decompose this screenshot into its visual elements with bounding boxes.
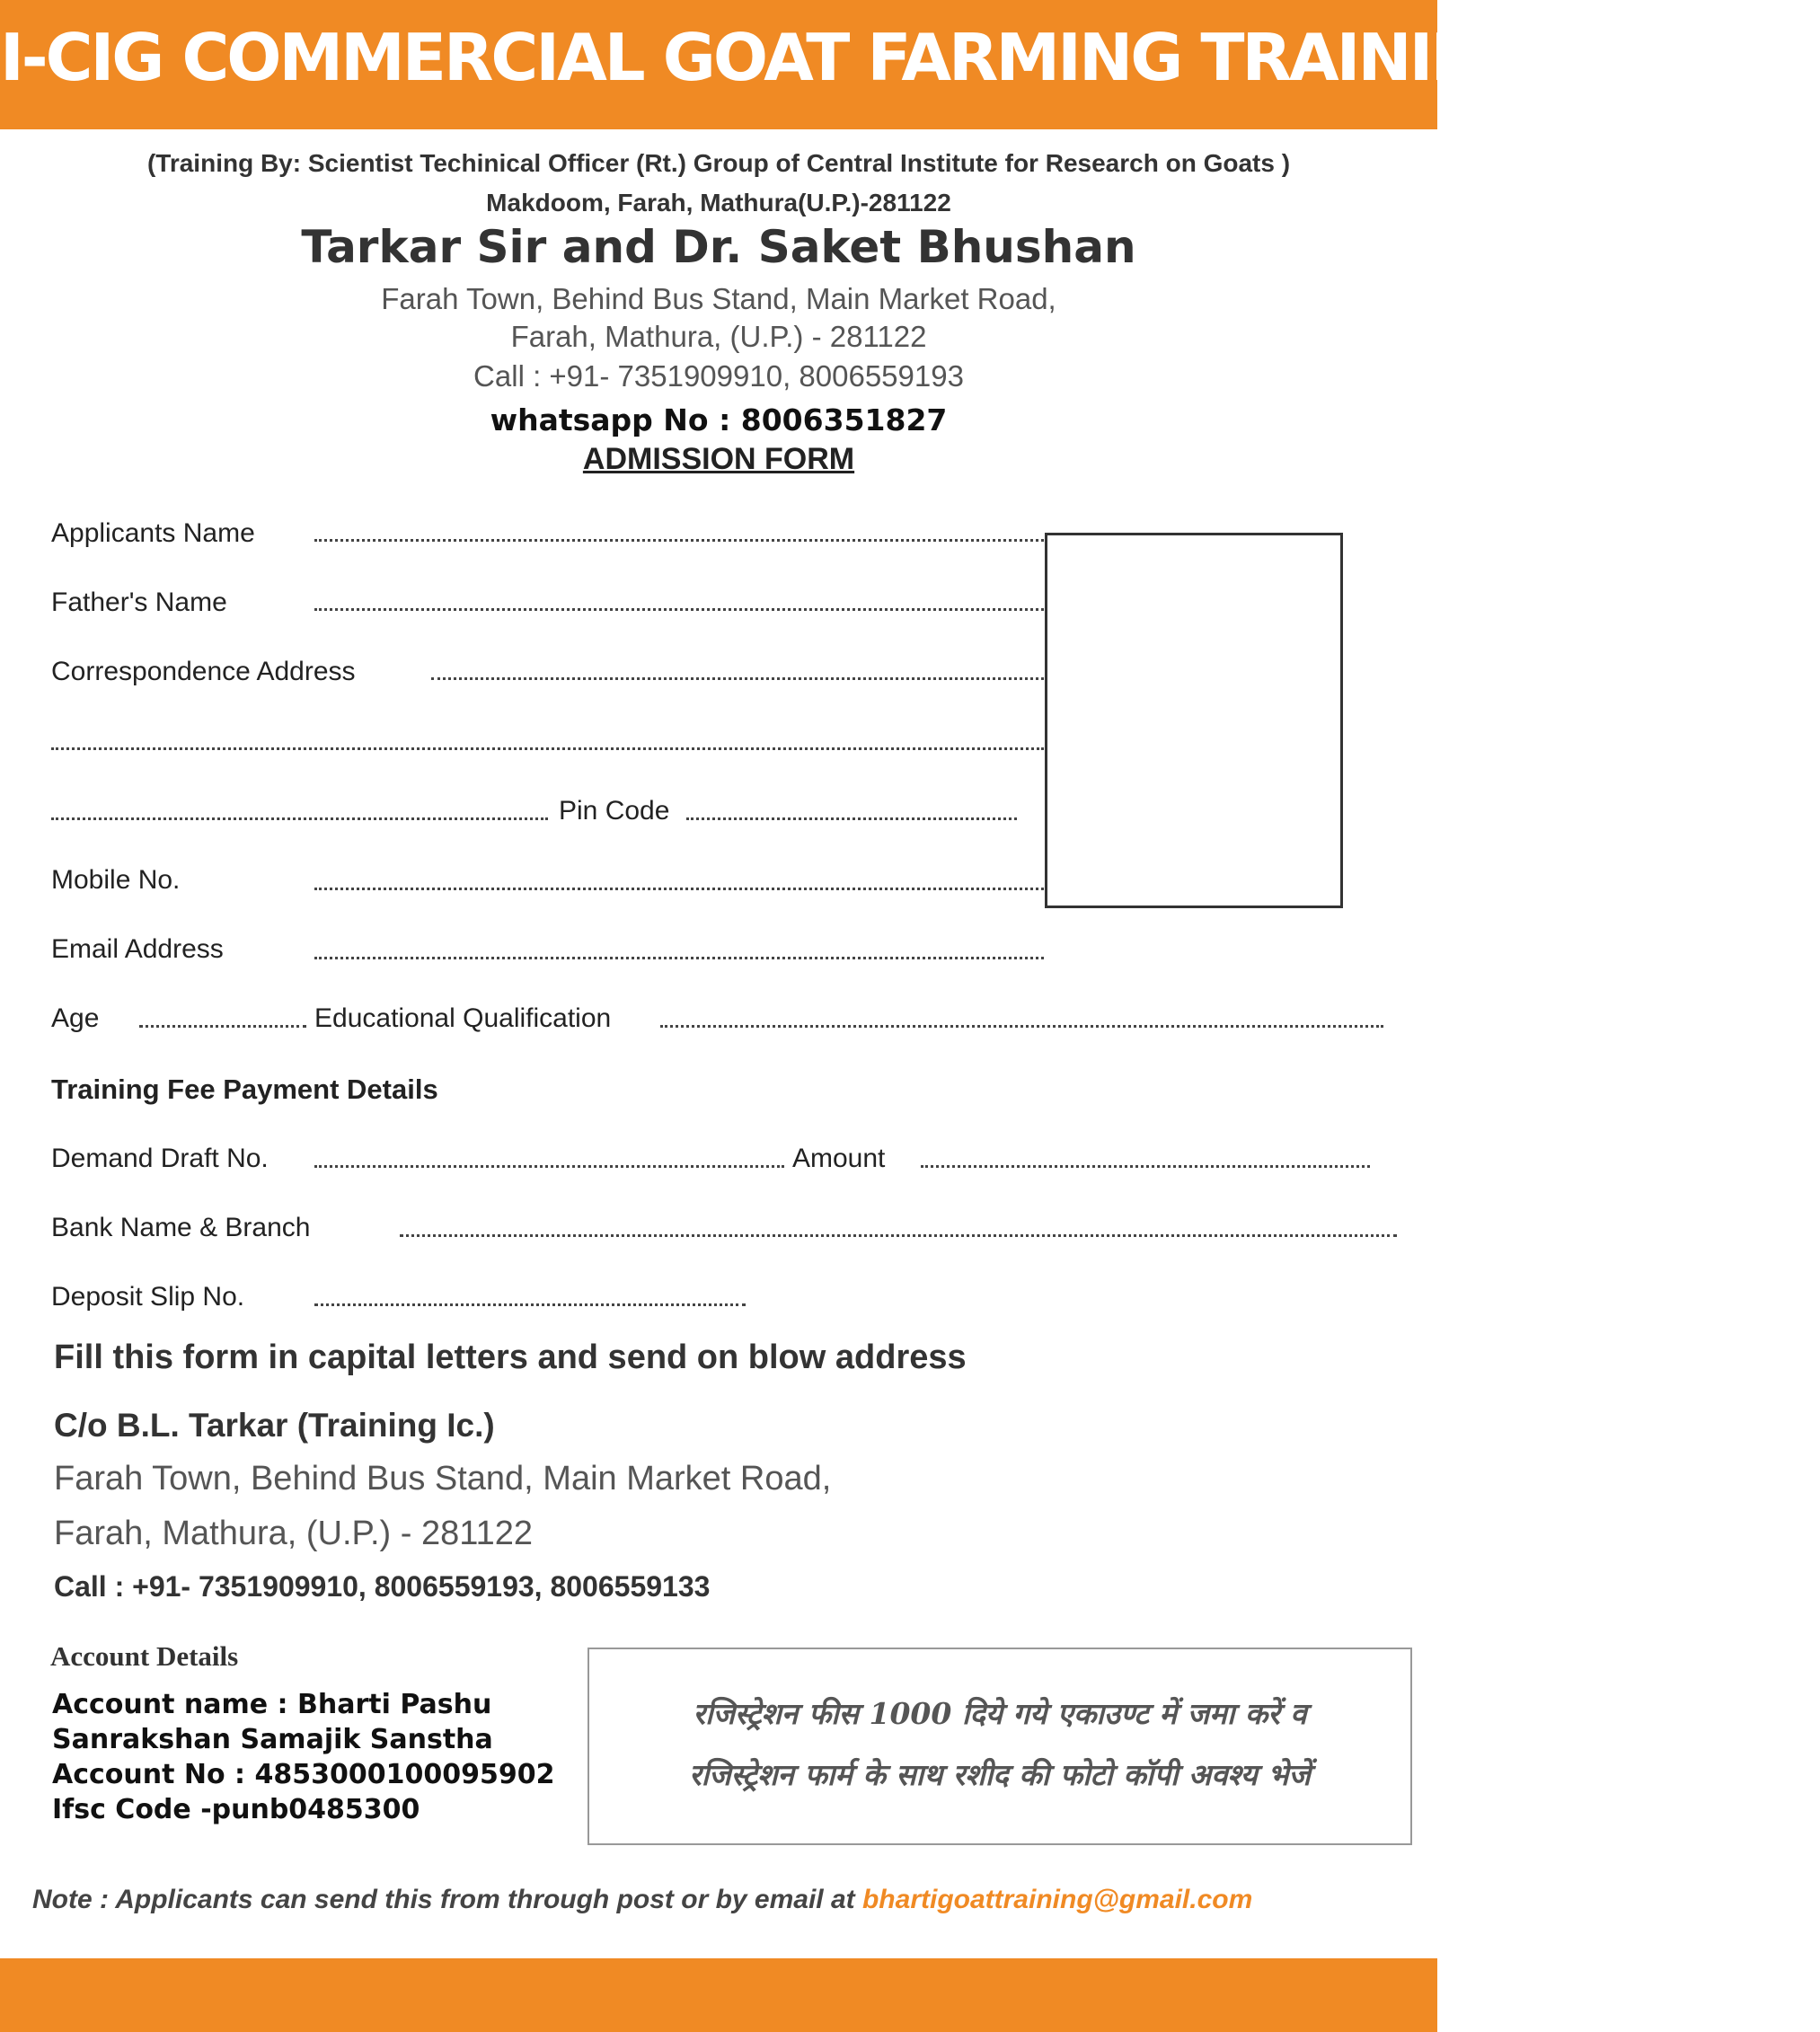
instruction-text: Fill this form in capital letters and send on blow address bbox=[54, 1338, 967, 1376]
account-number: Account No : 4853000100095902 bbox=[52, 1759, 555, 1790]
mobile-field[interactable] bbox=[314, 888, 1044, 890]
bank-label: Bank Name & Branch bbox=[51, 1213, 311, 1242]
applicant-name-label: Applicants Name bbox=[51, 518, 255, 548]
account-heading: Account Details bbox=[50, 1640, 239, 1672]
header-address-line2: Farah, Mathura, (U.P.) - 281122 bbox=[510, 320, 927, 353]
footer-note-text: Note : Applicants can send this from through post or by email at bbox=[32, 1885, 862, 1914]
deposit-slip-label: Deposit Slip No. bbox=[51, 1282, 245, 1312]
registration-fee-note-box bbox=[588, 1648, 1412, 1845]
account-name-line2: Sanrakshan Samajik Sanstha bbox=[52, 1724, 493, 1755]
amount-field[interactable] bbox=[921, 1165, 1370, 1168]
address-field-line2[interactable] bbox=[51, 747, 1044, 750]
footer-note bbox=[32, 1885, 1252, 1915]
form-title: ADMISSION FORM bbox=[582, 442, 855, 476]
father-name-field[interactable] bbox=[314, 608, 1044, 611]
care-of-line: C/o B.L. Tarkar (Training Ic.) bbox=[54, 1407, 495, 1444]
address-field-line1[interactable] bbox=[431, 677, 1044, 680]
age-field[interactable] bbox=[139, 1025, 306, 1028]
education-field[interactable] bbox=[660, 1025, 1383, 1028]
account-name-line1: Account name : Bharti Pashu bbox=[52, 1689, 492, 1720]
registration-fee-note-line2: रजिस्ट्रेशन फार्म के साथ रशीद की फोटो कॉपी अवश्य भेजें bbox=[689, 1757, 1311, 1792]
demand-draft-field[interactable] bbox=[314, 1165, 784, 1168]
fee-section-title: Training Fee Payment Details bbox=[51, 1073, 438, 1105]
photo-box bbox=[1045, 533, 1343, 908]
education-label: Educational Qualification bbox=[314, 1003, 612, 1033]
institute-location: Makdoom, Farah, Mathura(U.P.)-281122 bbox=[486, 189, 951, 216]
amount-label: Amount bbox=[792, 1144, 886, 1173]
bank-field[interactable] bbox=[400, 1234, 1397, 1237]
mailing-call: Call : +91- 7351909910, 8006559193, 8006559133 bbox=[54, 1570, 711, 1603]
trainer-names: Tarkar Sir and Dr. Saket Bhushan bbox=[301, 221, 1136, 273]
ifsc-code: Ifsc Code -punb0485300 bbox=[52, 1794, 420, 1825]
center-title: I-CIG COMMERCIAL GOAT FARMING TRAINING CENTER bbox=[0, 20, 1820, 95]
correspondence-address-label: Correspondence Address bbox=[51, 657, 356, 686]
pin-code-field[interactable] bbox=[686, 817, 1017, 820]
deposit-slip-field[interactable] bbox=[314, 1303, 746, 1306]
address-field-line3[interactable] bbox=[51, 817, 548, 820]
mailing-address-line2: Farah, Mathura, (U.P.) - 281122 bbox=[54, 1515, 533, 1552]
applicant-name-field[interactable] bbox=[314, 539, 1044, 542]
email-field[interactable] bbox=[314, 957, 1044, 959]
header-call: Call : +91- 7351909910, 8006559193 bbox=[473, 359, 964, 393]
training-by-text: (Training By: Scientist Techinical Officer (Rt.) Group of Central Institute for Research on Goats ) bbox=[146, 149, 1291, 177]
mailing-address-line1: Farah Town, Behind Bus Stand, Main Market Road, bbox=[54, 1460, 832, 1497]
header-address-line1: Farah Town, Behind Bus Stand, Main Market Road, bbox=[381, 282, 1056, 315]
father-name-label: Father's Name bbox=[51, 588, 227, 617]
email-label: Email Address bbox=[51, 934, 224, 964]
contact-email[interactable]: bhartigoattraining@gmail.com bbox=[861, 1885, 1253, 1914]
pin-code-label: Pin Code bbox=[559, 796, 670, 826]
demand-draft-label: Demand Draft No. bbox=[51, 1144, 269, 1173]
whatsapp-number: whatsapp No : 8006351827 bbox=[490, 402, 948, 437]
footer-banner bbox=[0, 1958, 1437, 2032]
header-banner bbox=[0, 0, 1820, 129]
mobile-label: Mobile No. bbox=[51, 865, 181, 895]
age-label: Age bbox=[51, 1003, 100, 1033]
registration-fee-note-line1: रजिस्ट्रेशन फीस 1000 दिये गये एकाउण्ट में जमा करें व bbox=[693, 1696, 1307, 1731]
